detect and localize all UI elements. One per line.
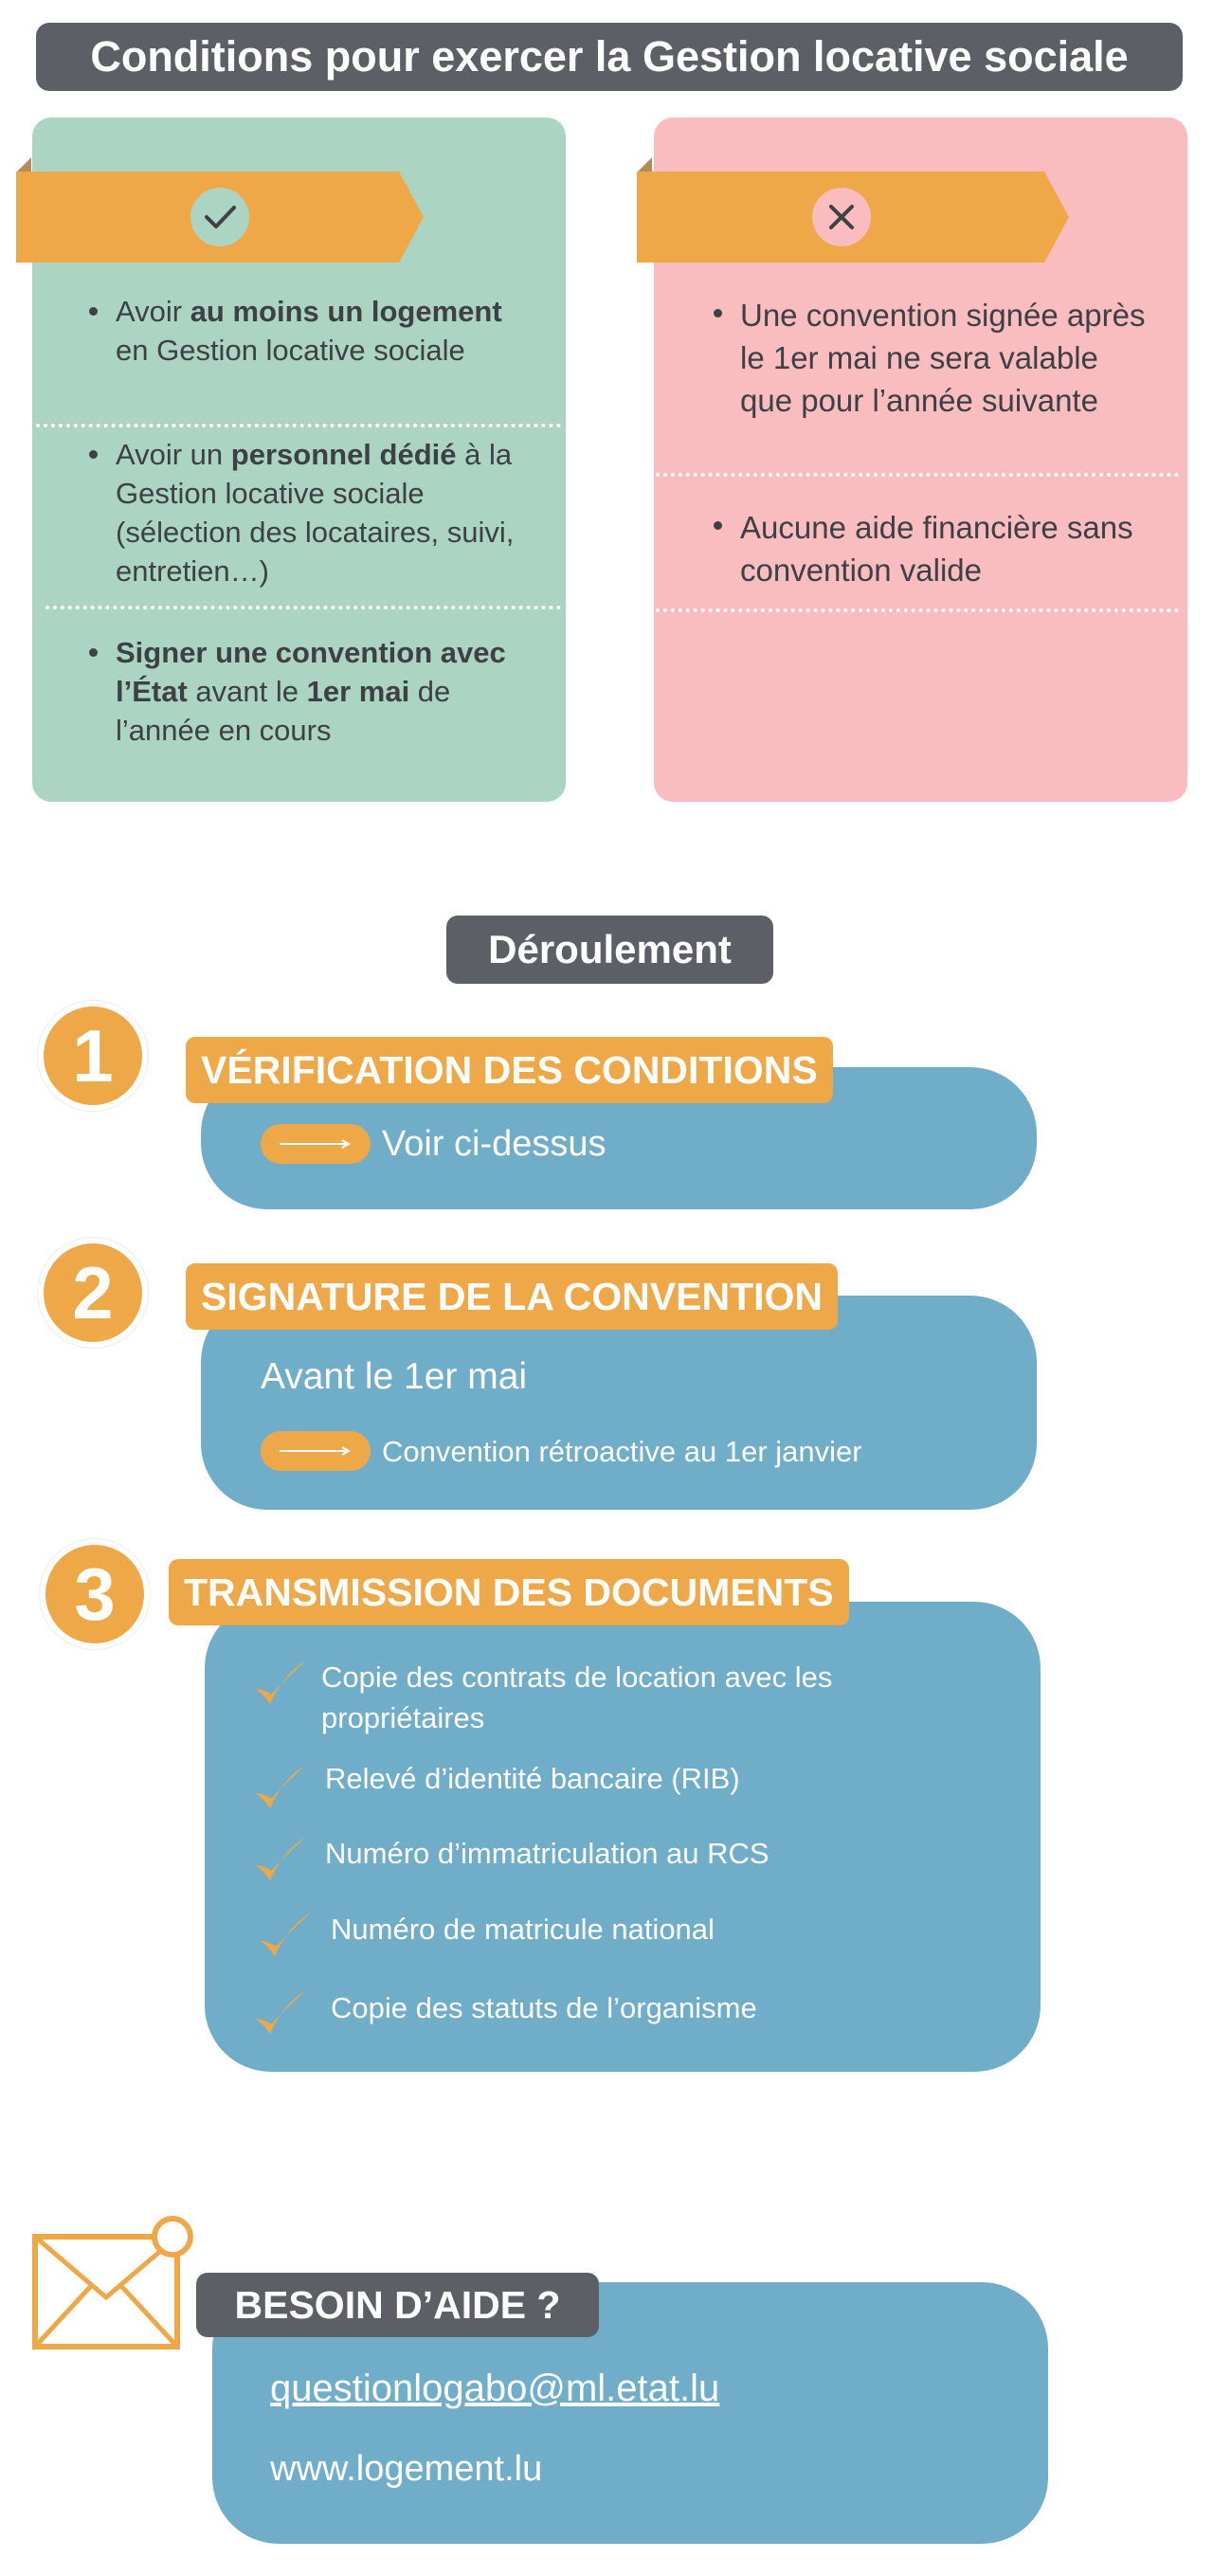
list-item: Avoir au moins un logement en Gestion locative sociale — [116, 292, 514, 370]
step-label: SIGNATURE DE LA CONVENTION — [186, 1263, 838, 1330]
ribbon-fold — [16, 157, 31, 172]
document-item: Numéro d’immatriculation au RCS — [325, 1837, 769, 1870]
step-text: Avant le 1er mai — [261, 1356, 528, 1397]
step-label: VÉRIFICATION DES CONDITIONS — [186, 1037, 833, 1103]
divider — [45, 606, 561, 609]
list-item: Signer une convention avec l’État avant le 1er mai de l’année en cours — [116, 633, 523, 750]
email-link[interactable]: questionlogabo@ml.etat.lu — [270, 2367, 720, 2409]
checkmark-icon — [251, 1986, 310, 2041]
checkmark-icon — [251, 1657, 310, 1712]
step-number: 1 — [44, 1007, 142, 1105]
checkmark-icon — [251, 1761, 310, 1816]
arrow-icon — [261, 1124, 371, 1164]
checkmark-icon — [251, 1833, 310, 1888]
envelope-icon — [32, 2210, 199, 2350]
step-subtext: Convention rétroactive au 1er janvier — [382, 1435, 862, 1468]
arrow-icon — [261, 1431, 371, 1471]
document-item: Numéro de matricule national — [331, 1913, 715, 1946]
list-item: Une convention signée après le 1er mai ne sera valable que pour l’année suivante — [740, 294, 1148, 422]
step-number: 2 — [44, 1243, 142, 1342]
page-title: Conditions pour exercer la Gestion locative sociale — [36, 23, 1183, 91]
website-link[interactable]: www.logement.lu — [270, 2449, 543, 2489]
step-number: 3 — [45, 1545, 144, 1643]
cross-icon — [812, 188, 871, 246]
ribbon-fold — [637, 157, 652, 172]
divider — [656, 608, 1179, 612]
checkmark-icon — [190, 188, 249, 246]
step-label: TRANSMISSION DES DOCUMENTS — [169, 1559, 849, 1625]
list-item: Aucune aide financière sans convention valide — [740, 506, 1148, 591]
list-item: Avoir un personnel dédié à la Gestion locative sociale (sélection des locataires, suivi, entretien…) — [116, 435, 523, 590]
divider — [36, 424, 561, 427]
help-title: BESOIN D’AIDE ? — [196, 2273, 599, 2337]
step-text: Voir ci-dessus — [382, 1124, 606, 1164]
divider — [656, 473, 1179, 477]
document-item: Copie des contrats de location avec les propriétaires — [321, 1660, 833, 1734]
document-item: Copie des statuts de l’organisme — [331, 1991, 757, 2024]
section-title: Déroulement — [446, 916, 773, 984]
document-item: Relevé d’identité bancaire (RIB) — [325, 1762, 740, 1795]
checkmark-icon — [256, 1909, 315, 1964]
